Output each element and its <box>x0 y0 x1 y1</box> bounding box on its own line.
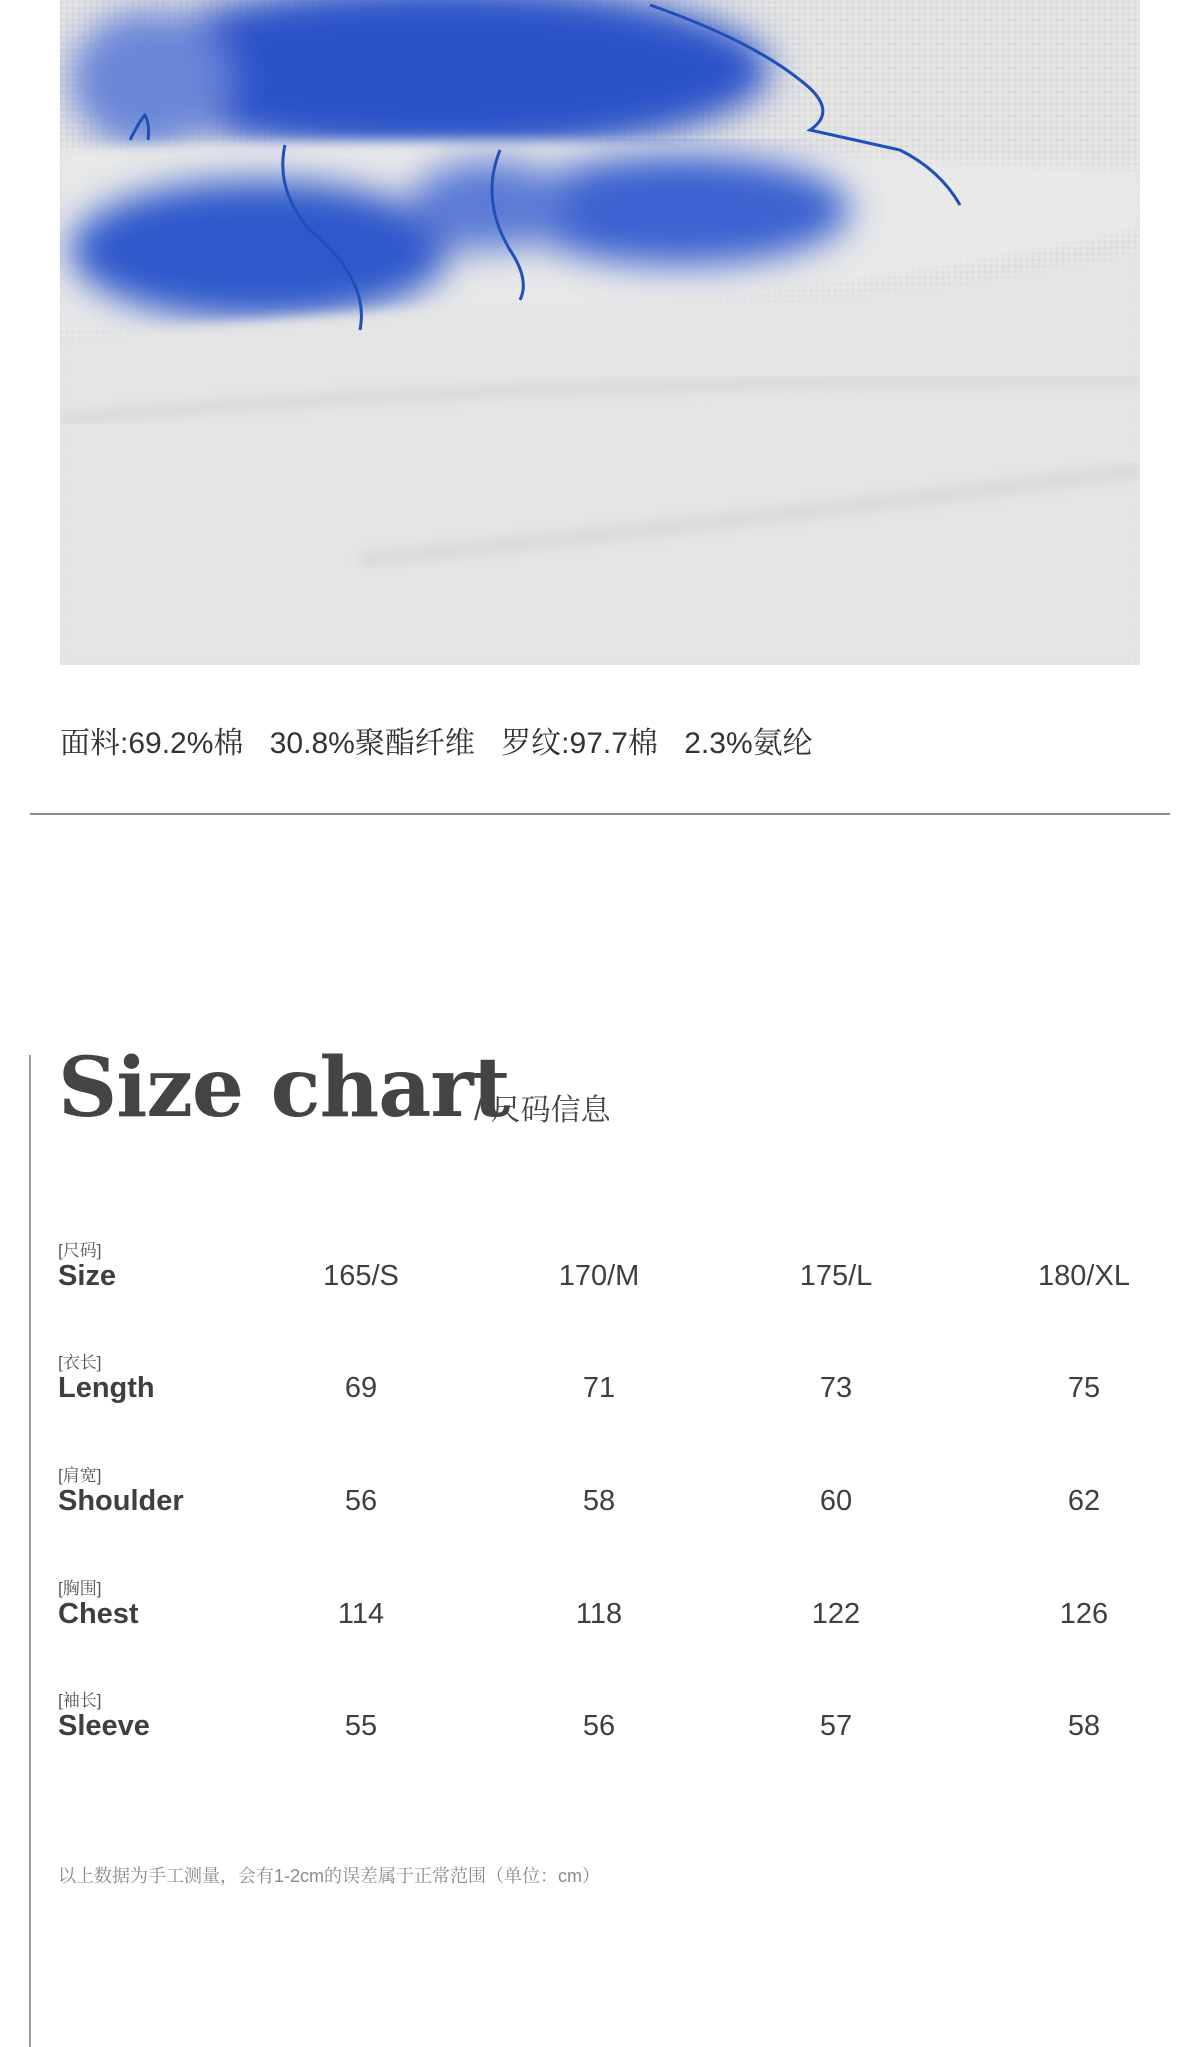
sleeve-value: 57 <box>819 1710 853 1742</box>
size-chart-title: Size chart <box>58 1040 510 1136</box>
size-value: 180/XL <box>1038 1260 1130 1292</box>
row-label-cn: [袖长] <box>58 1691 102 1710</box>
row-label-en: Chest <box>58 1598 139 1630</box>
fabric-composition: 面料:69.2%棉 <box>60 727 244 760</box>
row-label-cn: [肩宽] <box>58 1466 102 1485</box>
left-accent-line <box>29 1055 31 2047</box>
shoulder-row <box>0 1461 1200 1541</box>
shoulder-value: 62 <box>1067 1485 1101 1517</box>
row-label-en: Length <box>58 1372 155 1404</box>
chest-value: 126 <box>1059 1598 1109 1630</box>
length-value: 69 <box>344 1372 378 1404</box>
length-value: 75 <box>1067 1372 1101 1404</box>
length-value: 73 <box>819 1372 853 1404</box>
fabric-closeup-photo <box>60 0 1140 665</box>
sleeve-value: 58 <box>1067 1710 1101 1742</box>
row-label-en: Sleeve <box>58 1710 150 1742</box>
shoulder-value: 60 <box>819 1485 853 1517</box>
size-value: 165/S <box>323 1260 399 1292</box>
size-value: 170/M <box>558 1260 640 1292</box>
spandex-composition: 2.3%氨纶 <box>684 727 813 760</box>
sleeve-value: 56 <box>582 1710 616 1742</box>
polyester-composition: 30.8%聚酯纤维 <box>269 727 475 760</box>
chest-value: 118 <box>575 1598 623 1630</box>
rib-composition: 罗纹:97.7棉 <box>501 727 658 760</box>
row-label-cn: [尺码] <box>58 1241 102 1260</box>
size-value: 175/L <box>799 1260 873 1292</box>
sleeve-value: 55 <box>344 1710 378 1742</box>
row-label-cn: [衣长] <box>58 1353 102 1372</box>
size-chart-subtitle: / 尺码信息 <box>474 1094 611 1127</box>
divider <box>30 813 1170 815</box>
shoulder-value: 56 <box>344 1485 378 1517</box>
row-label-en: Shoulder <box>58 1485 184 1517</box>
shoulder-value: 58 <box>582 1485 616 1517</box>
sleeve-row <box>0 1686 1200 1766</box>
row-label-en: Size <box>58 1260 117 1292</box>
length-row <box>0 1348 1200 1428</box>
chest-value: 114 <box>337 1598 385 1630</box>
material-composition <box>60 718 831 762</box>
measurement-note: 以上数据为手工测量，会有1-2cm的误差属于正常范围（单位：cm） <box>58 1866 601 1886</box>
size-row <box>0 1236 1200 1316</box>
chest-row <box>0 1574 1200 1654</box>
chest-value: 122 <box>811 1598 861 1630</box>
length-value: 71 <box>582 1372 616 1404</box>
row-label-cn: [胸围] <box>58 1579 102 1598</box>
